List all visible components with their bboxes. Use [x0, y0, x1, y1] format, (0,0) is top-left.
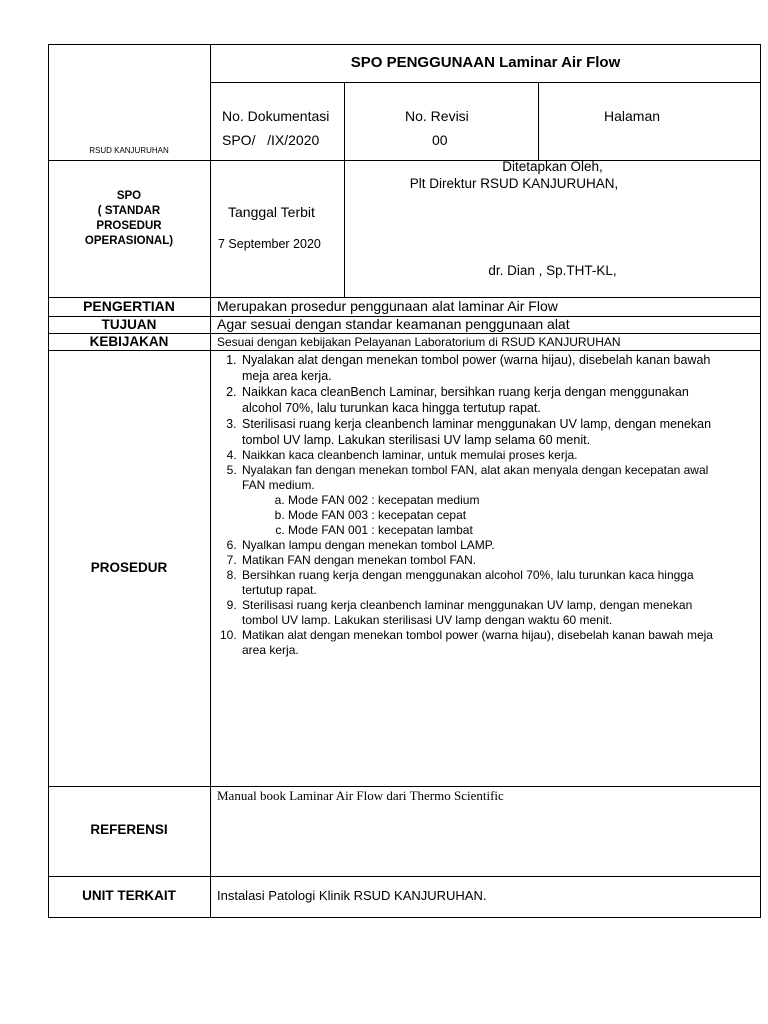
issue-date-value: 7 September 2020 [218, 237, 321, 251]
spo-line-3: PROSEDUR [96, 220, 162, 232]
procedure-step: 3. Sterilisasi ruang kerja cleanbench laminar menggunakan UV lamp, dengan menekan tombol UV lamp. Lakukan sterilisasi UV lamp selama 60 menit. [240, 416, 724, 448]
fan-mode-item: a. Mode FAN 002 : kecepatan medium [288, 493, 724, 508]
doc-number-value: SPO/ /IX/2020 [222, 132, 320, 148]
page-label: Halaman [604, 108, 661, 124]
approved-by-line-1: Ditetapkan Oleh, [502, 159, 603, 174]
procedure-step: 4. Naikkan kaca cleanbench laminar, untuk memulai proses kerja. [240, 448, 724, 463]
fan-mode-item: b. Mode FAN 003 : kecepatan cepat [288, 508, 724, 523]
divider-prosedur [48, 786, 761, 787]
procedure-step: 7. Matikan FAN dengan menekan tombol FAN. [240, 553, 724, 568]
divider-header-col2 [538, 82, 539, 160]
procedure-step: 9. Sterilisasi ruang kerja cleanbench laminar menggunakan UV lamp, dengan menekan tombol UV lamp. Lakukan sterilisasi UV lamp dengan waktu 60 menit. [240, 598, 724, 628]
divider-title [210, 82, 761, 83]
hospital-name: RSUD KANJURUHAN [89, 146, 169, 155]
procedure-list [216, 352, 724, 658]
unit-terkait-label: UNIT TERKAIT [82, 888, 176, 903]
kebijakan-text: Sesuai dengan kebijakan Pelayanan Laboratorium di RSUD KANJURUHAN [217, 335, 621, 349]
spo-line-1: SPO [116, 190, 142, 202]
prosedur-label: PROSEDUR [90, 560, 168, 575]
procedure-step: 2. Naikkan kaca cleanBench Laminar, bersihkan ruang kerja dengan menggunakan alcohol 70%, lalu turunkan kaca hingga tertutup rapat. [240, 384, 724, 416]
procedure-step: 6. Nyalkan lampu dengan menekan tombol LAMP. [240, 538, 724, 553]
revision-value: 00 [432, 132, 448, 148]
procedure-step: 8. Bersihkan ruang kerja dengan menggunakan alcohol 70%, lalu turunkan kaca hingga tertutup rapat. [240, 568, 724, 598]
pengertian-text: Merupakan prosedur penggunaan alat laminar Air Flow [217, 298, 558, 314]
fan-mode-list [242, 493, 724, 538]
procedure-step: 10. Matikan alat dengan menekan tombol power (warna hijau), disebelah kanan bawah meja area kerja. [240, 628, 724, 658]
divider-referensi [48, 876, 761, 877]
spo-line-4: OPERASIONAL) [84, 235, 174, 247]
fan-mode-item: c. Mode FAN 001 : kecepatan lambat [288, 523, 724, 538]
referensi-text: Manual book Laminar Air Flow dari Thermo Scientific [217, 788, 504, 803]
procedure-step: 1. Nyalakan alat dengan menekan tombol power (warna hijau), disebelah kanan bawah meja area kerja. [240, 352, 724, 384]
procedure-step [240, 463, 724, 538]
doc-number-label: No. Dokumentasi [222, 108, 330, 124]
revision-label: No. Revisi [405, 108, 469, 124]
issue-date-label: Tanggal Terbit [228, 204, 315, 220]
referensi-label: REFERENSI [90, 822, 168, 837]
divider-kebijakan [48, 350, 761, 351]
unit-terkait-text: Instalasi Patologi Klinik RSUD KANJURUHAN. [217, 888, 487, 903]
kebijakan-label: KEBIJAKAN [89, 334, 169, 349]
signer-name: dr. Dian , Sp.THT-KL, [488, 263, 617, 278]
pengertian-label: PENGERTIAN [83, 298, 175, 314]
document-title: SPO PENGGUNAAN Laminar Air Flow [350, 54, 621, 71]
tujuan-label: TUJUAN [101, 317, 157, 332]
procedure-step-text: Nyalakan fan dengan menekan tombol FAN, alat akan menyala dengan kecepatan awal FAN medium. [242, 463, 709, 492]
approved-by-line-2: Plt Direktur RSUD KANJURUHAN, [409, 176, 619, 191]
tujuan-text: Agar sesuai dengan standar keamanan penggunaan alat [217, 316, 570, 332]
spo-line-2: ( STANDAR [97, 205, 161, 217]
